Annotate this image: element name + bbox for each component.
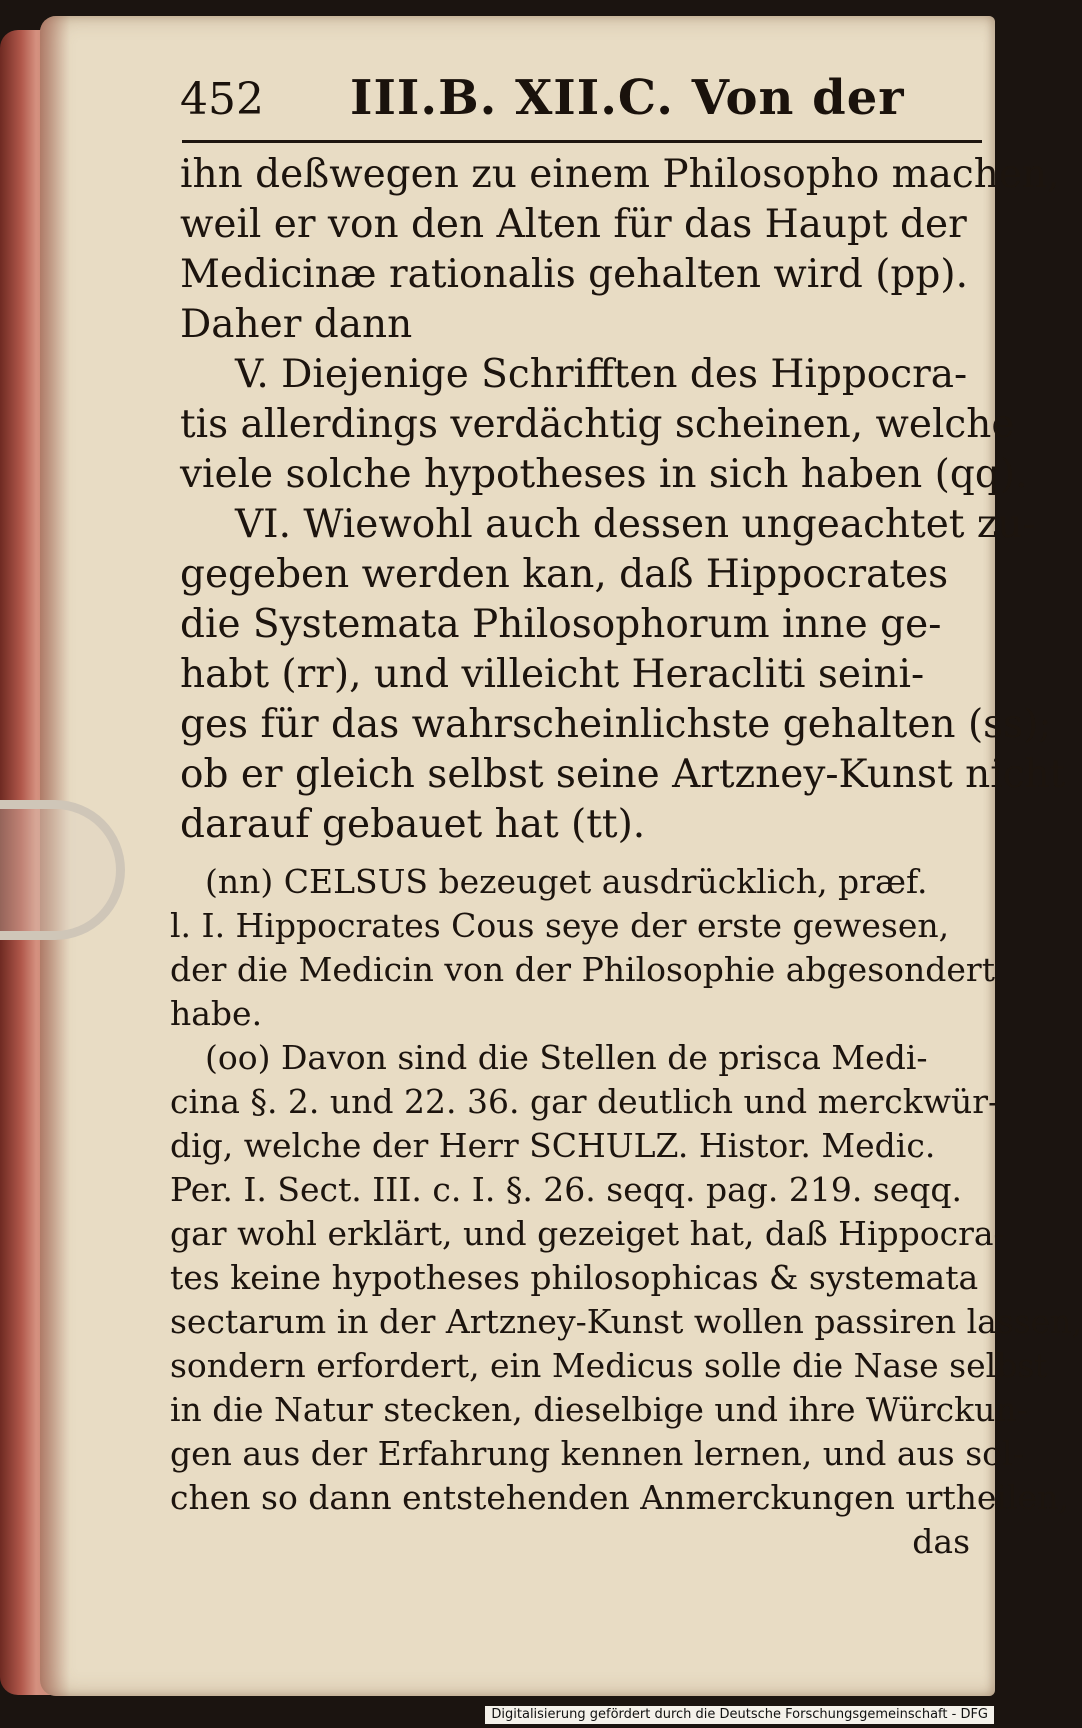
footnote-line: der die Medicin von der Philosophie abgesondert <box>170 950 995 989</box>
footnote-line: (nn) CELSUS bezeuget ausdrücklich, præf. <box>205 862 928 901</box>
footnote-line: l. I. Hippocrates Cous seye der erste gewesen, <box>170 906 950 945</box>
text-line: V. Diejenige Schrifften des Hippocra- <box>235 352 968 397</box>
footnote-line: chen so dann entstehenden Anmerckungen urtheilen, <box>170 1478 1069 1517</box>
footnote-line: sondern erfordert, ein Medicus solle die Nase selbst <box>170 1346 1048 1385</box>
footnote-line: tes keine hypotheses philosophicas & systemata <box>170 1258 979 1297</box>
catchword: das <box>912 1522 970 1561</box>
text-line: weil er von den Alten für das Haupt der <box>180 202 967 247</box>
footnote-line: sectarum in der Artzney-Kunst wollen passiren lassen, <box>170 1302 1082 1341</box>
footnote-line: Per. I. Sect. III. c. I. §. 26. seqq. pag. 219. seqq. <box>170 1170 963 1209</box>
footnote-line: (oo) Davon sind die Stellen de prisca Medi- <box>205 1038 928 1077</box>
text-line: ihn deßwegen zu einem Philosopho machen, <box>180 152 1060 197</box>
footnote-line: gar wohl erklärt, und gezeiget hat, daß Hippocra- <box>170 1214 1005 1253</box>
running-title: III.B. XII.C. Von der <box>350 70 905 126</box>
text-line: ges für das wahrscheinlichste gehalten (ss); <box>180 702 1052 747</box>
footnote-line: habe. <box>170 994 263 1033</box>
dfg-footer: Digitalisierung gefördert durch die Deutsche Forschungsgemeinschaft - DFG <box>485 1706 994 1724</box>
footnote-line: gen aus der Erfahrung kennen lernen, und aus sol- <box>170 1434 1024 1473</box>
text-line: gegeben werden kan, daß Hippocrates <box>180 552 949 597</box>
text-line: tis allerdings verdächtig scheinen, welche <box>180 402 1015 447</box>
footnote-line: in die Natur stecken, dieselbige und ihre Würckun- <box>170 1390 1028 1429</box>
page-number: 452 <box>180 74 264 125</box>
text-line: viele solche hypotheses in sich haben (qq). <box>180 452 1028 497</box>
text-line: die Systemata Philosophorum inne ge- <box>180 602 942 647</box>
text-line: Medicinæ rationalis gehalten wird (pp). <box>180 252 968 297</box>
text-line: ob er gleich selbst seine Artzney-Kunst nicht <box>180 752 1066 797</box>
main-text <box>180 150 1066 850</box>
text-line: Daher dann <box>180 302 413 347</box>
text-line: habt (rr), und villeicht Heracliti seini- <box>180 652 925 697</box>
header-rule <box>182 140 982 143</box>
footnotes <box>170 860 1082 1564</box>
footnote-line: dig, welche der Herr SCHULZ. Histor. Medic. <box>170 1126 936 1165</box>
page-header <box>180 70 980 140</box>
text-line: VI. Wiewohl auch dessen ungeachtet zu- <box>235 502 1036 547</box>
footnote-line: cina §. 2. und 22. 36. gar deutlich und merckwür- <box>170 1082 1000 1121</box>
text-line: darauf gebauet hat (tt). <box>180 802 646 847</box>
